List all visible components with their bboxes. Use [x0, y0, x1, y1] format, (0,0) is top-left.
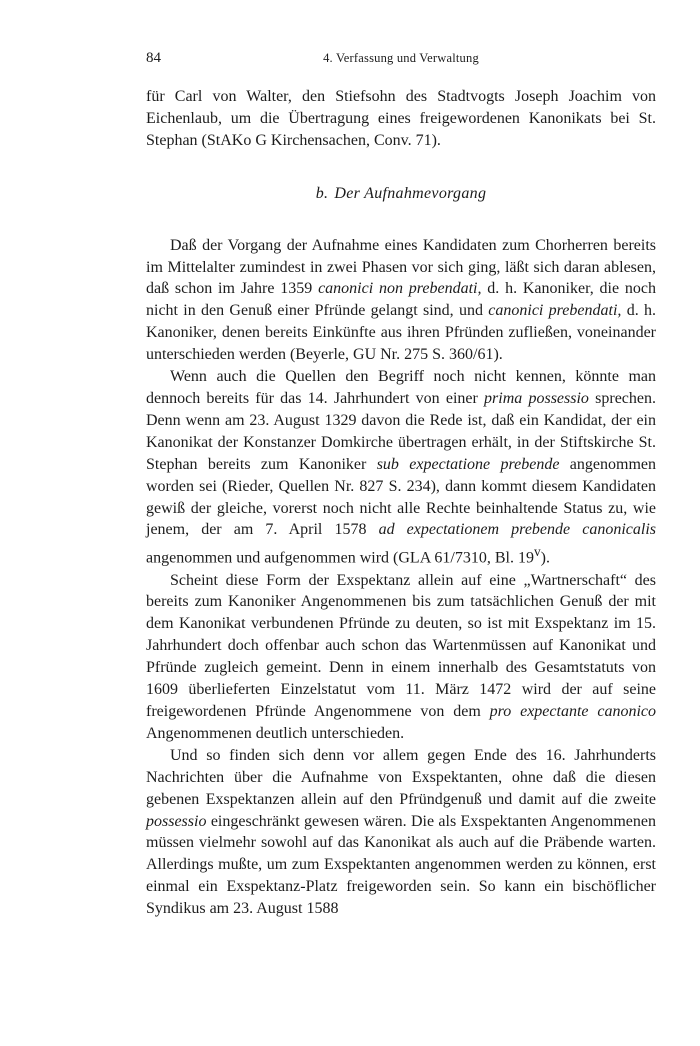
- latin-term: canonici non prebendati,: [318, 280, 482, 298]
- paragraph-text: sprechen. Denn wenn am 23. August 1329 davon die Rede ist, daß ein Kandidat, der ein Kanonikat der Konstanzer Domkirche übertragen erhält, in der Stiftskirche St. Stephan bereits zum Kanoniker: [146, 389, 656, 473]
- paragraph-2: [146, 366, 656, 569]
- folio-verso-mark: v: [533, 544, 541, 560]
- paragraph-text: Daß der Vorgang der Aufnahme eines Kandidaten zum Chorherren bereits im Mittelalter zumindest in zwei Phasen vor sich ging, läßt sich daran ablesen, daß schon im Jahre 1359: [146, 236, 656, 298]
- section-letter: b.: [315, 184, 329, 202]
- paragraph-text: angenommen und aufgenommen wird (GLA 61/7310, Bl. 19: [146, 549, 534, 567]
- paragraph-text: Angenommenen deutlich unterschieden.: [146, 724, 405, 742]
- paragraph-3: [146, 570, 656, 745]
- paragraph-text: ).: [540, 549, 550, 567]
- carryover-text: für Carl von Walter, den Stiefsohn des Stadtvogts Joseph Joachim von Eichenlaub, um die Übertragung eines freigewordenen Kanonikats bei St. Stephan (StAKo G Kirchensachen, Conv. 71).: [146, 88, 656, 149]
- paragraph-1: [146, 235, 656, 366]
- paragraph-text: Scheint diese Form der Exspektanz allein auf eine „Wartnerschaft“ des bereits zum Kanoniker Angenommenen bis zum tatsächlichen Genuß der mit dem Kanonikat verbundenen Pfründe zu deuten, so ist mit Exspektanz im 15. Jahrhundert doch offenbar auch schon das Wartenmüssen auf Kanonikat und Pfründe zugleich gemeint. Denn in einem innerhalb des Gesamtstatuts von 1609 überlieferten Einzelstatut vom 11. März 1472 wird der auf seine freigewordenen Pfründe Angenommene von dem: [146, 571, 656, 720]
- paragraph-text: d. h. Kanoniker, die noch nicht in den Genuß einer Pfründe gelangt sind, und: [146, 280, 657, 320]
- section-heading: [146, 183, 656, 205]
- paragraph-text: eingeschränkt gewesen wären. Die als Exspektanten Angenommenen müssen vielmehr sowohl auf das Kanonikat als auch auf die Präbende warten. Allerdings mußte, um zum Exspektanten angenommen werden zu können, erst einmal ein Exspektanz-Platz freigeworden sein. So kann ein bischöflicher Syndikus am 23. August 1588: [146, 812, 656, 918]
- running-head: 4. Verfassung und Verwaltung: [323, 51, 479, 65]
- section-title: Der Aufnahmevorgang: [334, 184, 487, 202]
- paragraph-text: Und so finden sich denn vor allem gegen Ende des 16. Jahrhunderts Nachrichten über die Aufnahme von Exspektanten, ohne daß die diesen gebenen Exspektanzen allein auf den Pfründgenuß und damit auf die zweite: [146, 746, 656, 808]
- page-body: [146, 86, 656, 920]
- paragraph-text: angenommen worden sei (Rieder, Quellen Nr. 827 S. 234), dann kommt diesem Kandidaten gewiß der gleiche, vorerst noch nicht alle Rechte beinhaltende Status zu, wie jenem, der am 7. April 1578: [146, 455, 656, 539]
- latin-term: canonici prebendati,: [488, 302, 622, 320]
- latin-term: ad expectationem prebende canonicalis: [378, 521, 656, 539]
- carryover-paragraph: [146, 86, 656, 152]
- latin-term: prima possessio: [484, 389, 589, 407]
- paragraph-4: [146, 745, 656, 920]
- latin-term: pro expectante canonico: [489, 702, 656, 720]
- latin-term: sub expectatione prebende: [376, 455, 560, 473]
- paragraph-text: Wenn auch die Quellen den Begriff noch nicht kennen, könnte man dennoch bereits für das 14. Jahrhundert von einer: [146, 368, 656, 407]
- page-header: [146, 50, 656, 72]
- latin-term: possessio: [146, 812, 207, 830]
- paragraph-text: d. h. Kanoniker, denen bereits Einkünfte aus ihren Pfründen zufließen, voneinander unterschieden werden (Beyerle, GU Nr. 275 S. 360/61).: [146, 302, 657, 364]
- page-number: 84: [146, 50, 161, 66]
